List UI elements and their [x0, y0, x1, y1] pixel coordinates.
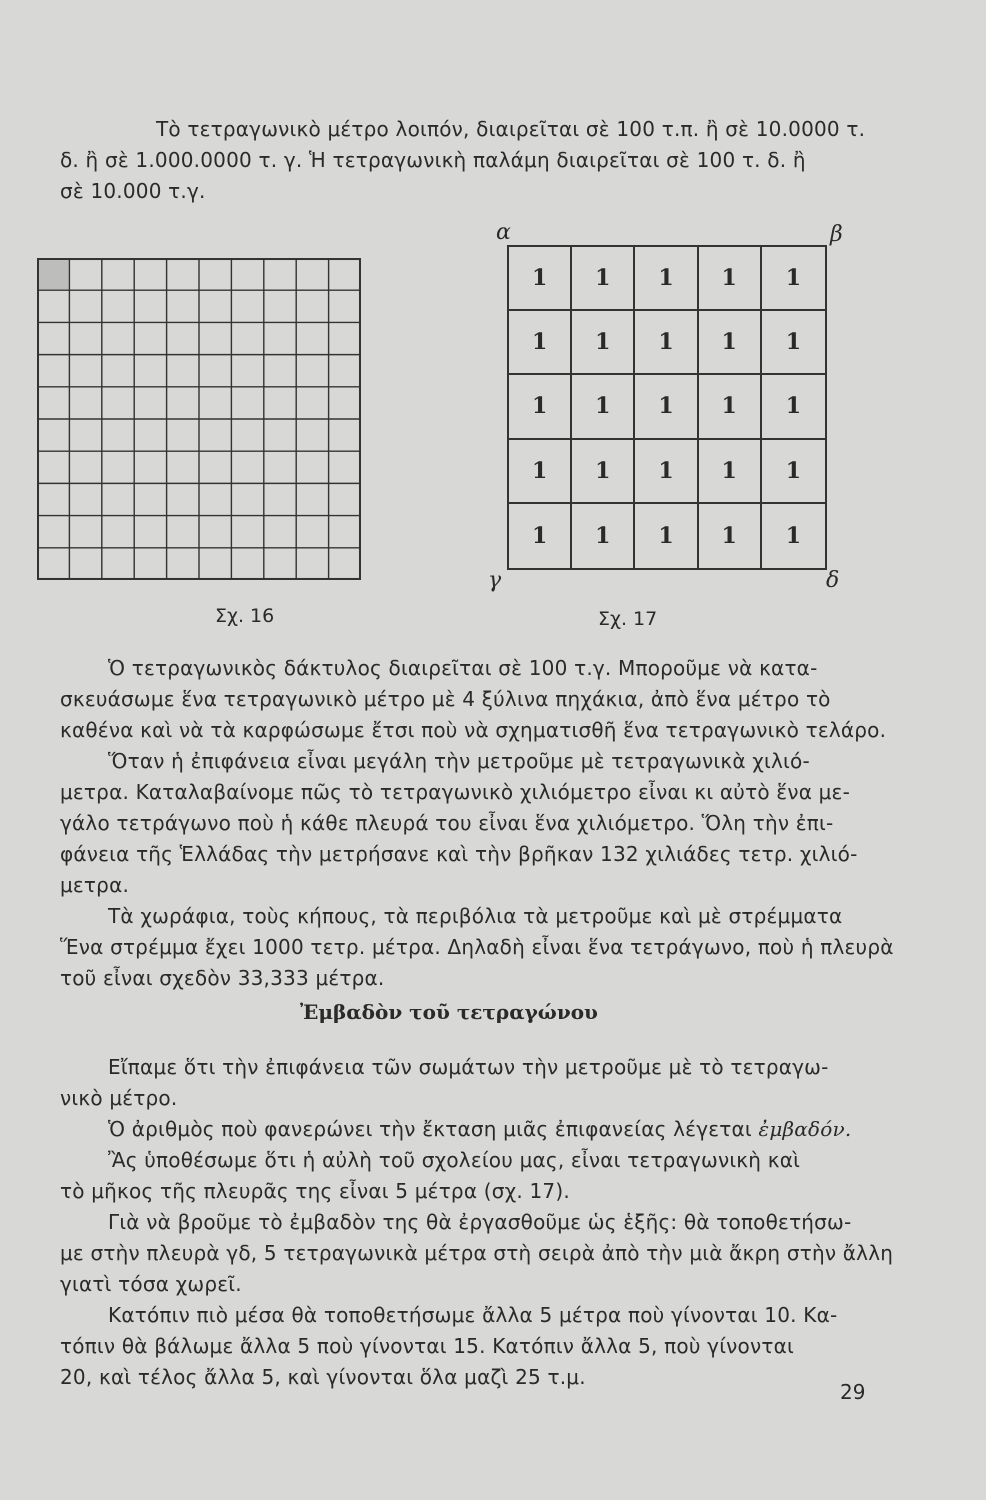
grid-cell: 1 — [699, 504, 762, 568]
grid-cell: 1 — [635, 375, 698, 439]
body-paragraph-1 — [60, 653, 894, 994]
grid-cell: 1 — [635, 440, 698, 504]
grid-cell: 1 — [762, 247, 825, 311]
text-line — [60, 1114, 866, 1145]
text-line: φάνεια τῆς Ἑλλάδας τὴν μετρήσανε καὶ τὴν βρῆκαν 132 χιλιάδες τετρ. χιλιό- — [60, 842, 858, 866]
text-line: Τὰ χωράφια, τοὺς κήπους, τὰ περιβόλια τὰ μετροῦμε καὶ μὲ στρέμματα — [108, 904, 843, 928]
grid-cell: 1 — [635, 504, 698, 568]
text-line: Κατόπιν πιὸ μέσα θὰ τοποθετήσωμε ἄλλα 5 μέτρα ποὺ γίνονται 10. Κα- — [108, 1303, 838, 1327]
grid-cell: 1 — [509, 311, 572, 375]
page-number: 29 — [840, 1380, 866, 1404]
grid-cell: 1 — [785, 522, 802, 549]
grid-cell: 1 — [509, 504, 572, 568]
text-line: καθένα καὶ νὰ τὰ καρφώσωμε ἔτσι ποὺ νὰ σχηματισθῆ ἕνα τετραγωνικὸ τελάρο. — [60, 718, 887, 742]
corner-label-delta: δ — [826, 568, 840, 593]
text-line: σκευάσωμε ἕνα τετραγωνικὸ μέτρο μὲ 4 ξύλινα πηχάκια, ἀπὸ ἕνα μέτρο τὸ — [60, 687, 831, 711]
text-line: τὸ μῆκος τῆς πλευρᾶς της εἶναι 5 μέτρα (σχ. 17). — [60, 1179, 570, 1203]
section-heading: Ἐμβαδὸν τοῦ τετραγώνου — [300, 1000, 598, 1024]
text-line: τοῦ εἶναι σχεδὸν 33,333 μέτρα. — [60, 966, 385, 990]
text-line: τόπιν θὰ βάλωμε ἄλλα 5 ποὺ γίνονται 15. Κατόπιν ἄλλα 5, ποὺ γίνονται — [60, 1334, 794, 1358]
text-line: μετρα. Καταλαβαίνομε πῶς τὸ τετραγωνικὸ χιλιόμετρο εἶναι κι αὐτὸ ἕνα με- — [60, 780, 850, 804]
grid-cell: 1 — [762, 311, 825, 375]
text-line: Ἂς ὑποθέσωμε ὅτι ἡ αὐλὴ τοῦ σχολείου μας, εἶναι τετραγωνικὴ καὶ — [108, 1148, 801, 1172]
grid-cell: 1 — [572, 375, 635, 439]
text-line: γιατὶ τόσα χωρεῖ. — [60, 1272, 242, 1296]
text-line: σὲ 10.000 τ.γ. — [60, 179, 206, 203]
grid-cell: 1 — [699, 375, 762, 439]
text-line: δ. ἢ σὲ 1.000.0000 τ. γ. Ἡ τετραγωνικὴ παλάμη διαιρεῖται σὲ 100 τ. δ. ἢ — [60, 148, 806, 172]
text-line: Ὁ τετραγωνικὸς δάκτυλος διαιρεῖται σὲ 100 τ.γ. Μποροῦμε νὰ κατα- — [108, 656, 818, 680]
text-line: Ἕνα στρέμμα ἔχει 1000 τετρ. μέτρα. Δηλαδὴ εἶναι ἕνα τετράγωνο, ποὺ ἡ πλευρὰ — [60, 935, 894, 959]
unit-cell-shade — [39, 260, 68, 289]
grid-cell: 1 — [635, 247, 698, 311]
grid-cell: 1 — [762, 440, 825, 504]
text-line: Τὸ τετραγωνικὸ μέτρο λοιπόν, διαιρεῖται σὲ 100 τ.π. ἢ σὲ 10.0000 τ. — [156, 117, 866, 141]
text-line: Γιὰ νὰ βροῦμε τὸ ἐμβαδὸν της θὰ ἐργασθοῦμε ὡς ἑξῆς: θὰ τοποθετήσω- — [108, 1210, 852, 1234]
text-line: Ὅταν ἡ ἐπιφάνεια εἶναι μεγάλη τὴν μετροῦμε μὲ τετραγωνικὰ χιλιό- — [108, 749, 810, 773]
italic-term: ἐμβαδόν. — [758, 1117, 852, 1141]
text-fragment: Ὁ ἀριθμὸς ποὺ φανερώνει τὴν ἔκταση μιᾶς ἐπιφανείας λέγεται — [108, 1117, 752, 1141]
text-line: 20, καὶ τέλος ἄλλα 5, καὶ γίνονται ὅλα μαζὶ 25 τ.μ. — [60, 1365, 586, 1389]
intro-paragraph — [60, 114, 866, 207]
grid-cell: 1 — [572, 504, 635, 568]
text-line: νικὸ μέτρο. — [60, 1086, 178, 1110]
grid-cell: 1 — [509, 440, 572, 504]
grid-cell: 1 — [509, 247, 572, 311]
grid-cell: 1 — [635, 311, 698, 375]
grid-cell: 1 — [572, 440, 635, 504]
grid-cell: 1 — [699, 311, 762, 375]
text-line: Εἴπαμε ὅτι τὴν ἐπιφάνεια τῶν σωμάτων τὴν μετροῦμε μὲ τὸ τετραγω- — [108, 1055, 829, 1079]
corner-label-alpha: α — [496, 220, 511, 245]
corner-label-gamma: γ — [488, 568, 502, 593]
grid-cell: 1 — [699, 247, 762, 311]
body-paragraph-2 — [60, 1052, 894, 1393]
grid-cell: 1 — [572, 311, 635, 375]
text-line: μετρα. — [60, 873, 130, 897]
grid-cell: 1 — [572, 247, 635, 311]
text-line: γάλο τετράγωνο ποὺ ἡ κάθε πλευρά του εἶναι ἕνα χιλιόμετρο. Ὅλη τὴν ἐπι- — [60, 811, 834, 835]
figure-16-label: Σχ. 16 — [215, 605, 275, 627]
figure-17-label: Σχ. 17 — [598, 608, 658, 630]
grid-cell: 1 — [762, 375, 825, 439]
grid-cell: 1 — [699, 440, 762, 504]
figure-16-grid — [37, 258, 361, 580]
corner-label-beta: β — [830, 222, 843, 247]
grid-cell: 1 — [509, 375, 572, 439]
figure-17-grid — [507, 245, 827, 570]
text-line: με στὴν πλευρὰ γδ, 5 τετραγωνικὰ μέτρα στὴ σειρὰ ἀπὸ τὴν μιὰ ἄκρη στὴν ἄλλη — [60, 1241, 894, 1265]
